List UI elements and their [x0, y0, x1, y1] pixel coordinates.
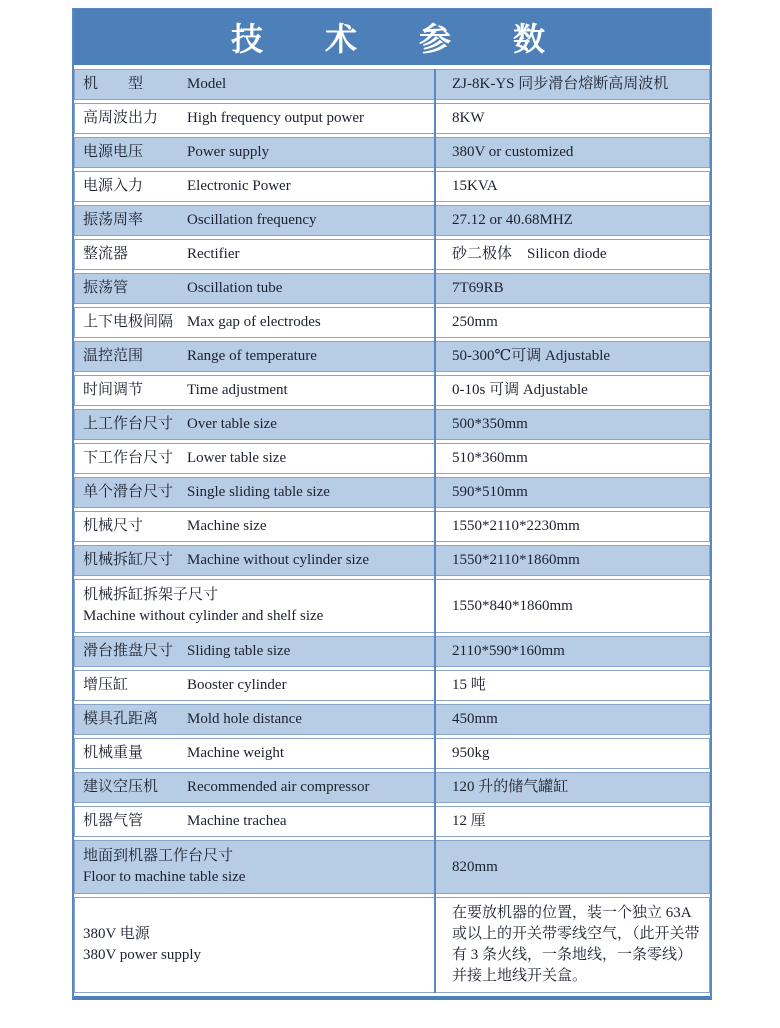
- table-row: [74, 840, 710, 894]
- row-label-chinese: 上工作台尺寸: [83, 416, 174, 432]
- row-label-chinese: 增压缸: [83, 677, 129, 693]
- row-value-text: 1550*840*1860mm: [452, 597, 573, 614]
- row-value-text: 950kg: [452, 745, 490, 761]
- table-row: [74, 103, 710, 134]
- row-label-chinese: 380V 电源: [83, 926, 150, 942]
- row-label-english: Oscillation tube: [187, 280, 283, 296]
- row-label: [75, 478, 435, 507]
- row-value: [435, 671, 709, 700]
- row-label-english: Recommended air compressor: [187, 779, 370, 795]
- row-label-chinese: 地面到机器工作台尺寸: [83, 848, 234, 864]
- row-value-text: 590*510mm: [452, 484, 528, 500]
- row-label: [75, 70, 435, 99]
- table-row: [74, 670, 710, 701]
- row-value-text: 120 升的储气罐缸: [452, 779, 569, 795]
- row-label-english: Sliding table size: [187, 643, 291, 659]
- row-label: [75, 671, 435, 700]
- row-value-text: 1550*2110*2230mm: [452, 518, 580, 534]
- row-value: [435, 478, 709, 507]
- table-row: [74, 511, 710, 542]
- row-label-chinese: 滑台推盘尺寸: [83, 643, 174, 659]
- row-label-english: Over table size: [187, 416, 277, 432]
- row-label-chinese: 建议空压机: [83, 779, 159, 795]
- row-label-chinese: 整流器: [83, 246, 129, 262]
- table-row: [74, 341, 710, 372]
- row-label-chinese: 机 型: [83, 76, 144, 92]
- row-label: [75, 739, 435, 768]
- row-label-chinese: 振荡周率: [83, 212, 144, 228]
- row-label-chinese: 下工作台尺寸: [83, 450, 174, 466]
- row-label-chinese: 模具孔距离: [83, 711, 159, 727]
- row-label: [75, 773, 435, 802]
- row-label-english: Electronic Power: [187, 178, 291, 194]
- row-label: [75, 546, 435, 575]
- row-value-text: 2110*590*160mm: [452, 643, 565, 659]
- table-row: [74, 273, 710, 304]
- row-value: [435, 898, 709, 992]
- row-value: [435, 172, 709, 201]
- row-label-chinese: 高周波出力: [83, 110, 159, 126]
- row-value: [435, 206, 709, 235]
- row-value: [435, 104, 709, 133]
- row-label-english: Model: [187, 76, 227, 92]
- row-label: [75, 308, 435, 337]
- row-value: [435, 705, 709, 734]
- row-value: [435, 376, 709, 405]
- row-label-chinese: 单个滑台尺寸: [83, 484, 174, 500]
- row-value-text: 15KVA: [452, 178, 498, 194]
- row-label-english: Max gap of electrodes: [187, 314, 321, 330]
- row-label: [75, 410, 435, 439]
- row-label: [75, 705, 435, 734]
- row-label: [75, 841, 435, 893]
- row-label: [75, 637, 435, 666]
- row-label: [75, 172, 435, 201]
- table-body: [74, 69, 710, 993]
- row-value: [435, 70, 709, 99]
- column-divider: [434, 69, 436, 993]
- row-label-chinese: 温控范围: [83, 348, 144, 364]
- row-value-text: 50-300℃可调 Adjustable: [452, 348, 611, 364]
- row-value: [435, 773, 709, 802]
- row-label-english: Oscillation frequency: [187, 212, 317, 228]
- row-label-chinese: 上下电极间隔: [83, 314, 174, 330]
- row-label-chinese: 机械尺寸: [83, 518, 144, 534]
- row-value-text: 8KW: [452, 110, 485, 126]
- row-value: [435, 138, 709, 167]
- row-label-english: Machine without cylinder size: [187, 552, 370, 568]
- row-value-text: 1550*2110*1860mm: [452, 552, 580, 568]
- table-row: [74, 545, 710, 576]
- row-value-text: 27.12 or 40.68MHZ: [452, 212, 573, 228]
- row-label-english: Rectifier: [187, 246, 240, 262]
- row-label-chinese: 电源电压: [83, 144, 144, 160]
- table-row: [74, 307, 710, 338]
- table-row: [74, 443, 710, 474]
- row-label-english: Range of temperature: [187, 348, 317, 364]
- table-row: [74, 897, 710, 993]
- row-value: [435, 308, 709, 337]
- row-value-text: 0-10s 可调 Adjustable: [452, 382, 588, 398]
- table-row: [74, 636, 710, 667]
- row-label: [75, 274, 435, 303]
- row-value-text: ZJ-8K-YS 同步滑台熔断高周波机: [452, 76, 669, 92]
- row-value-text: 12 厘: [452, 813, 486, 829]
- row-value-text: 380V or customized: [452, 144, 574, 160]
- row-label-english: High frequency output power: [187, 110, 365, 126]
- table-row: [74, 137, 710, 168]
- row-value-text: 7T69RB: [452, 280, 504, 296]
- row-value-text: 820mm: [452, 858, 498, 875]
- row-label: [75, 104, 435, 133]
- row-value: [435, 240, 709, 269]
- row-label-chinese: 机械拆缸拆架子尺寸: [83, 587, 219, 603]
- row-label: [75, 580, 435, 632]
- row-label: [75, 444, 435, 473]
- row-label-chinese: 机器气管: [83, 813, 144, 829]
- row-label: [75, 206, 435, 235]
- row-label-english: Machine size: [187, 518, 267, 534]
- row-label-chinese: 机械拆缸尺寸: [83, 552, 174, 568]
- row-label: [75, 138, 435, 167]
- row-label: [75, 512, 435, 541]
- row-label-chinese: 电源入力: [83, 178, 144, 194]
- table-row: [74, 806, 710, 837]
- row-value-text: 在要放机器的位置，装一个独立 63A 或以上的开关带零线空气，（此开关带有 3 条火线，一条地线，一条零线）并接上地线开关盒。: [452, 905, 700, 984]
- row-label: [75, 807, 435, 836]
- row-label-english: 380V power supply: [83, 947, 202, 963]
- row-value-text: 250mm: [452, 314, 498, 330]
- row-label-english: Machine weight: [187, 745, 285, 761]
- table-row: [74, 772, 710, 803]
- table-row: [74, 704, 710, 735]
- row-label-chinese: 机械重量: [83, 745, 144, 761]
- row-label: [75, 342, 435, 371]
- row-value-text: 15 吨: [452, 677, 486, 693]
- table-row: [74, 205, 710, 236]
- table-row: [74, 375, 710, 406]
- row-label-english: Mold hole distance: [187, 711, 302, 727]
- table-row: [74, 69, 710, 100]
- row-value: [435, 546, 709, 575]
- row-label-english: Machine trachea: [187, 813, 287, 829]
- row-label-english: Single sliding table size: [187, 484, 330, 500]
- technical-parameters-table: [72, 8, 712, 1000]
- table-row: [74, 171, 710, 202]
- table-row: [74, 579, 710, 633]
- row-label-english: Machine without cylinder and shelf size: [83, 608, 324, 624]
- row-label: [75, 898, 435, 992]
- row-value-text: 500*350mm: [452, 416, 528, 432]
- row-value-text: 510*360mm: [452, 450, 528, 466]
- row-value: [435, 274, 709, 303]
- table-row: [74, 409, 710, 440]
- row-label: [75, 240, 435, 269]
- row-value: [435, 637, 709, 666]
- table-row: [74, 239, 710, 270]
- row-value: [435, 512, 709, 541]
- row-value-text: 砂二极体 Silicon diode: [452, 246, 607, 262]
- table-title: 技 术 参 数: [74, 9, 710, 65]
- row-value: [435, 807, 709, 836]
- row-label-chinese: 时间调节: [83, 382, 144, 398]
- row-label-english: Lower table size: [187, 450, 287, 466]
- row-label-english: Power supply: [187, 144, 270, 160]
- table-row: [74, 477, 710, 508]
- row-value-text: 450mm: [452, 711, 498, 727]
- row-label-chinese: 振荡管: [83, 280, 129, 296]
- row-value: [435, 841, 709, 893]
- row-value: [435, 739, 709, 768]
- row-value: [435, 444, 709, 473]
- row-label-english: Booster cylinder: [187, 677, 287, 693]
- row-value: [435, 410, 709, 439]
- table-row: [74, 738, 710, 769]
- row-value: [435, 580, 709, 632]
- row-value: [435, 342, 709, 371]
- row-label: [75, 376, 435, 405]
- row-label-english: Time adjustment: [187, 382, 288, 398]
- row-label-english: Floor to machine table size: [83, 869, 246, 885]
